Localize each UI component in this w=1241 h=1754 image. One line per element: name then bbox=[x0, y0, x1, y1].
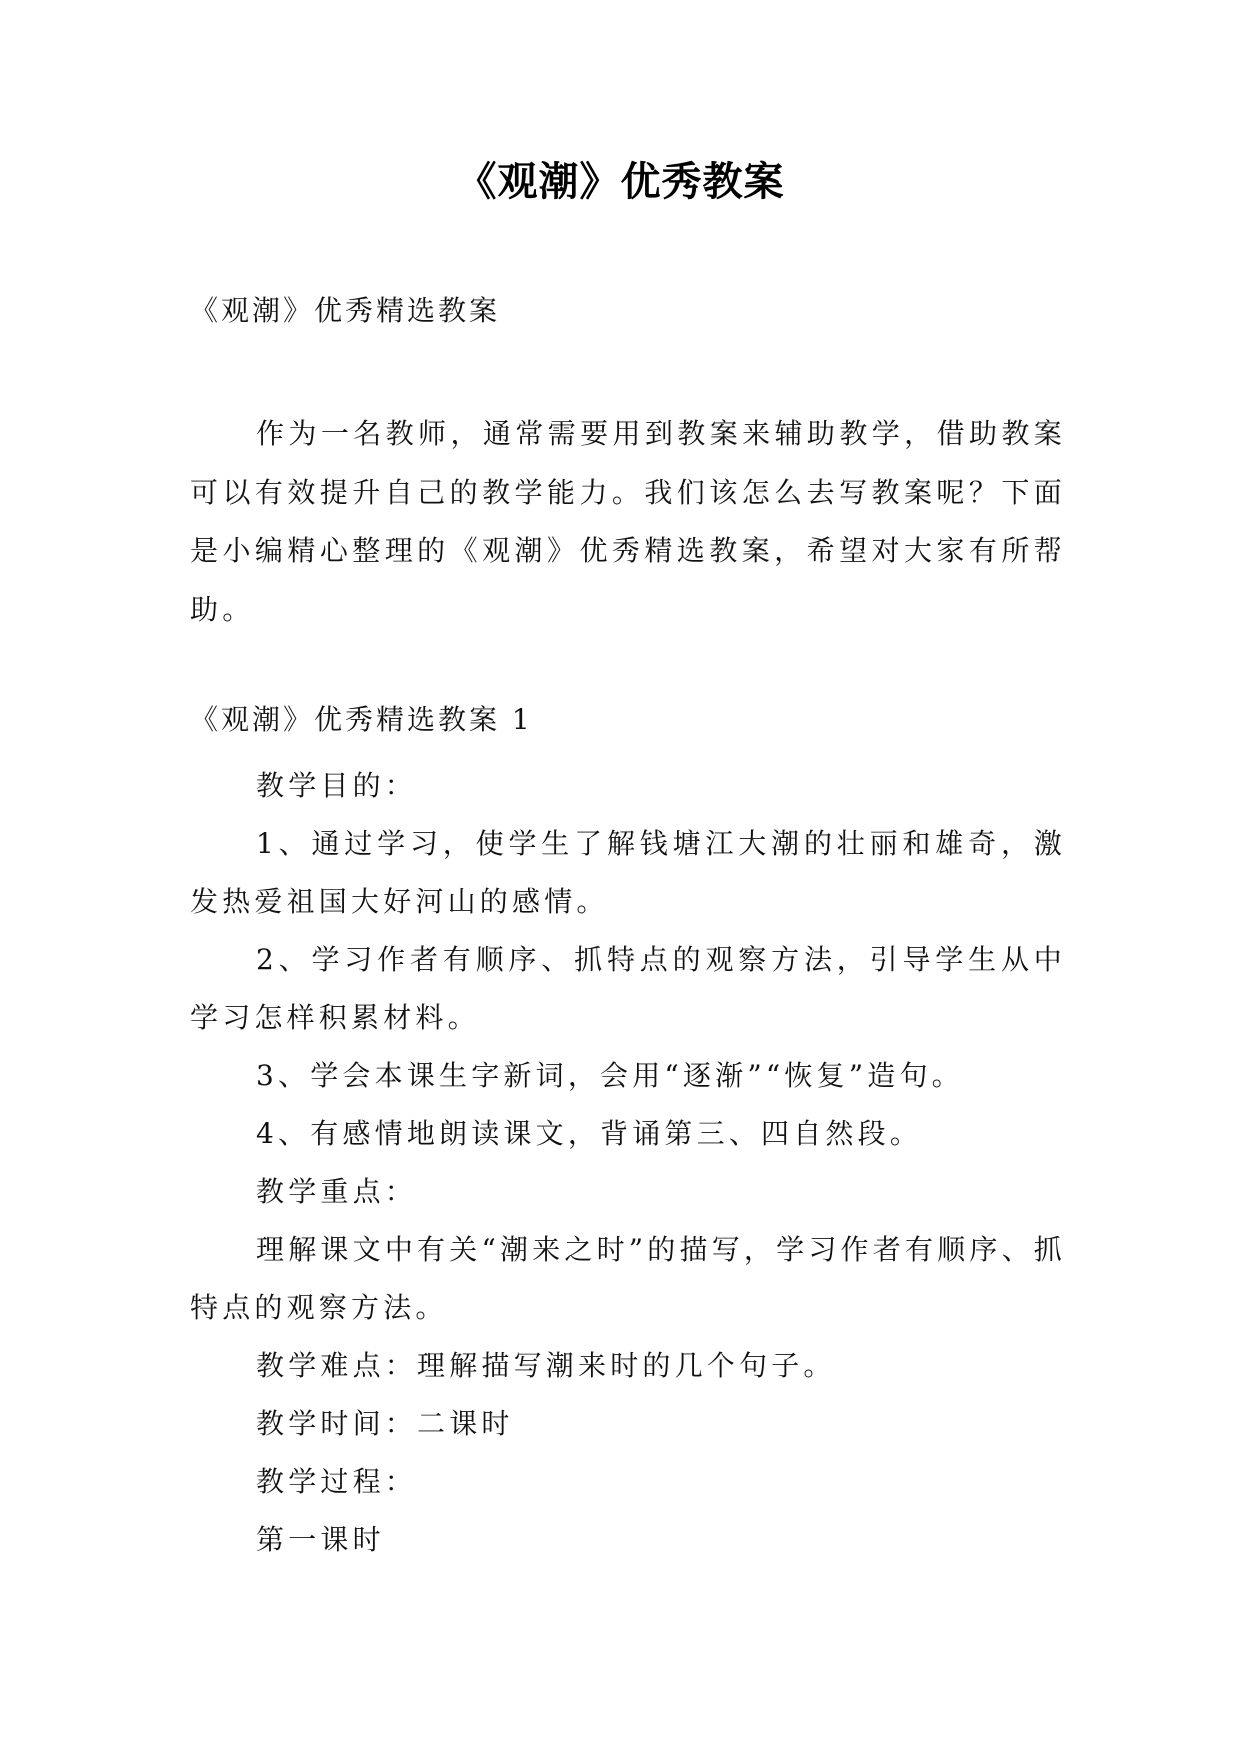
paragraph-goal-4: 4、有感情地朗读课文，背诵第三、四自然段。 bbox=[256, 1117, 923, 1150]
paragraph-goal-2: 2、学习作者有顺序、抓特点的观察方法，引导学生从中学习怎样积累材料。 bbox=[190, 943, 1066, 1034]
section-heading: 《观潮》优秀精选教案 1 bbox=[190, 703, 533, 736]
paragraph-goal-1: 1、通过学习，使学生了解钱塘江大潮的壮丽和雄奇，激发热爱祖国大好河山的感情。 bbox=[190, 827, 1066, 918]
paragraph-teaching-goals-label: 教学目的： bbox=[256, 769, 418, 802]
paragraph-teaching-process: 教学过程： bbox=[256, 1465, 418, 1498]
document-title: 《观潮》优秀教案 bbox=[456, 159, 785, 205]
document-subtitle: 《观潮》优秀精选教案 bbox=[190, 294, 501, 327]
paragraph-goal-3: 3、学会本课生字新词，会用“逐渐”“恢复”造句。 bbox=[256, 1059, 964, 1092]
paragraph-first-lesson: 第一课时 bbox=[256, 1523, 385, 1556]
intro-paragraph: 作为一名教师，通常需要用到教案来辅助教学，借助教案可以有效提升自己的教学能力。我们该怎么去写教案呢？下面是小编精心整理的《观潮》优秀精选教案，希望对大家有所帮助。 bbox=[190, 417, 1066, 626]
paragraph-key-points: 理解课文中有关“潮来之时”的描写，学习作者有顺序、抓特点的观察方法。 bbox=[190, 1233, 1066, 1324]
paragraph-teaching-time: 教学时间：二课时 bbox=[256, 1407, 514, 1440]
lesson-plan-body bbox=[190, 757, 1066, 1569]
paragraph-key-points-label: 教学重点： bbox=[256, 1175, 418, 1208]
paragraph-difficulty: 教学难点：理解描写潮来时的几个句子。 bbox=[256, 1349, 836, 1382]
